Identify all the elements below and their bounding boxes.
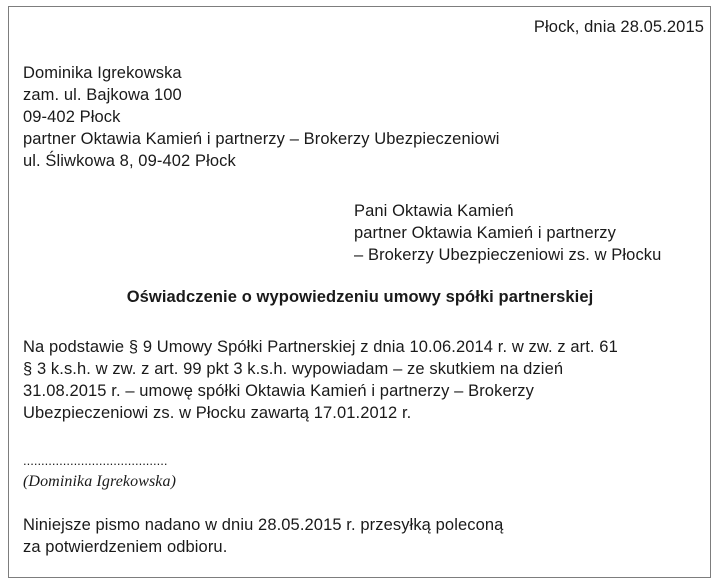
signature-line: ........................................	[23, 453, 168, 468]
body-line1: Na podstawie § 9 Umowy Spółki Partnerskiej z dnia 10.06.2014 r. w zw. z art. 61	[23, 338, 618, 356]
sender-name: Dominika Igrekowska	[23, 64, 182, 82]
place-date: Płock, dnia 28.05.2015	[533, 18, 704, 36]
signature-name: (Dominika Igrekowska)	[23, 473, 177, 490]
note-line2: za potwierdzeniem odbioru.	[23, 538, 228, 556]
sender-address-line1: zam. ul. Bajkowa 100	[23, 86, 182, 104]
recipient-block	[354, 200, 661, 266]
body-line4: Ubezpieczeniowi zs. w Płocku zawartą 17.01.2012 r.	[23, 404, 412, 422]
recipient-line2: partner Oktawia Kamień i partnerzy	[354, 224, 617, 242]
sender-block	[23, 62, 500, 172]
document-title: Oświadczenie o wypowiedzeniu umowy spółki partnerskiej	[126, 288, 594, 306]
delivery-note	[23, 514, 503, 558]
sender-company-address: ul. Śliwkowa 8, 09-402 Płock	[23, 152, 236, 170]
body-line3: 31.08.2015 r. – umowę spółki Oktawia Kamień i partnerzy – Brokerzy	[23, 382, 535, 400]
recipient-line3: – Brokerzy Ubezpieczeniowi zs. w Płocku	[354, 246, 662, 264]
sender-role: partner Oktawia Kamień i partnerzy – Brokerzy Ubezpieczeniowi	[23, 130, 500, 148]
body-paragraph	[23, 336, 693, 424]
note-line1: Niniejsze pismo nadano w dniu 28.05.2015 r. przesyłką poleconą	[23, 516, 504, 534]
body-line2: § 3 k.s.h. w zw. z art. 99 pkt 3 k.s.h. wypowiadam – ze skutkiem na dzień	[23, 360, 564, 378]
sender-address-line2: 09-402 Płock	[23, 108, 121, 126]
recipient-line1: Pani Oktawia Kamień	[354, 202, 514, 220]
